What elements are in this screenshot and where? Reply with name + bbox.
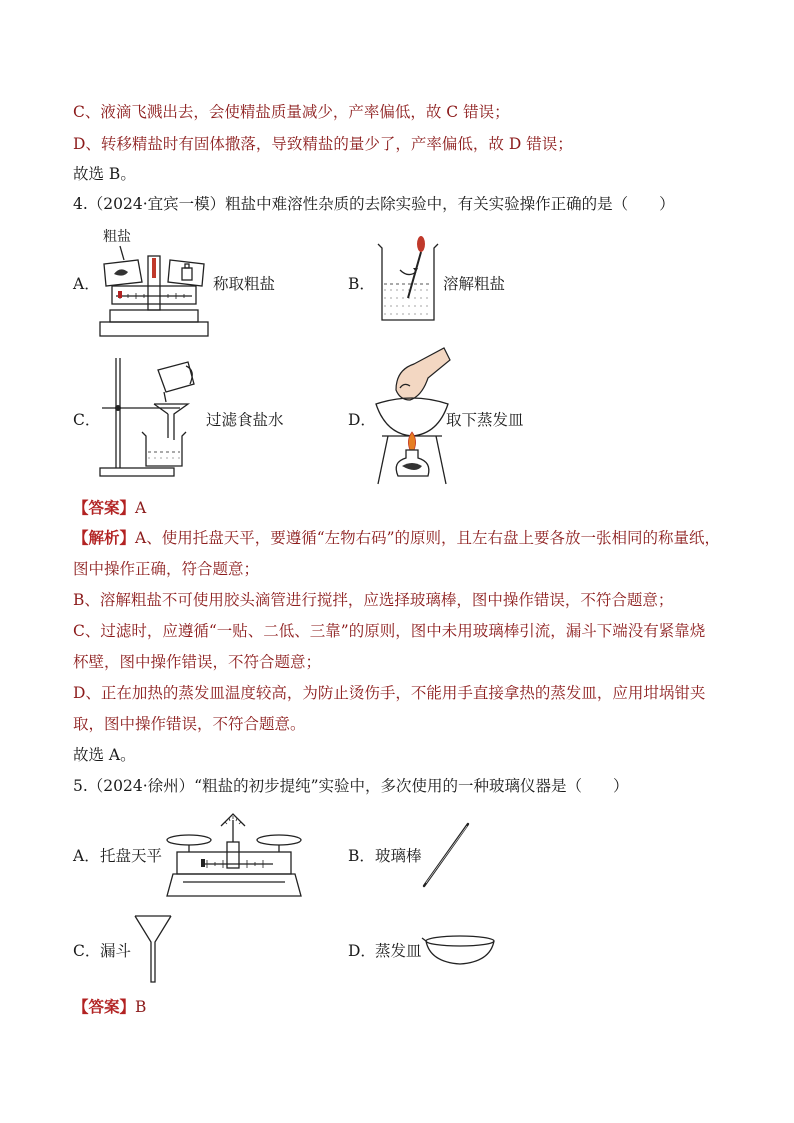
q5-option-d-letter: D． (348, 942, 376, 960)
q5-answer: 【答案】B (73, 997, 147, 1016)
q5-option-a-label: 托盘天平 (100, 847, 163, 865)
q4-analysis-line-2: 图中操作正确，符合题意； (73, 560, 260, 578)
q4-choose: 故选 A。 (73, 746, 136, 764)
q5-option-b-letter: B． (348, 847, 375, 865)
q4-option-c-letter: C． (73, 411, 101, 429)
q4-option-b-caption: 溶解粗盐 (443, 275, 506, 293)
q5-option-c-label: 漏斗 (100, 942, 132, 960)
prev-analysis-c: C、液滴飞溅出去，会使精盐质量减少，产率偏低，故 C 错误； (73, 103, 510, 121)
q4-analysis-line-5: 杯壁，图中操作错误，不符合题意； (73, 653, 322, 671)
q4-option-a-figure-label: 粗盐 (103, 229, 131, 245)
q4-option-d-letter: D． (348, 411, 376, 429)
funnel-icon (133, 914, 173, 984)
q4-analysis-line-7: 取，图中操作错误，不符合题意。 (73, 715, 306, 733)
q4-option-c-caption: 过滤食盐水 (206, 411, 284, 429)
q5-option-c-letter: C． (73, 942, 101, 960)
q4-answer: 【答案】A (73, 498, 147, 517)
q4-option-a-caption: 称取粗盐 (213, 275, 276, 293)
balance-weighing-icon (98, 230, 210, 338)
q5-option-b-label: 玻璃棒 (375, 847, 422, 865)
q4-stem: 4.（2024·宜宾一模）粗盐中难溶性杂质的去除实验中，有关实验操作正确的是（ ） (73, 195, 675, 213)
q4-analysis-line-1: 【解析】A、使用托盘天平，要遵循“左物右码”的原则，且左右盘上要各放一张相同的称量纸， (73, 528, 721, 547)
beaker-dropper-icon (376, 236, 438, 324)
q5-stem: 5.（2024·徐州）“粗盐的初步提纯”实验中，多次使用的一种玻璃仪器是（ ） (73, 777, 629, 795)
q4-option-a-letter: A． (73, 275, 100, 293)
q5-option-a-letter: A． (73, 847, 100, 865)
prev-choose: 故选 B。 (73, 165, 136, 183)
q4-analysis-line-6: D、正在加热的蒸发皿温度较高，为防止烫伤手，不能用手直接拿热的蒸发皿，应用坩埚钳夹 (73, 684, 706, 702)
q5-option-d-label: 蒸发皿 (375, 942, 422, 960)
q4-analysis-line-3: B、溶解粗盐不可使用胶头滴管进行搅拌，应选择玻璃棒，图中操作错误，不符合题意； (73, 591, 674, 609)
prev-analysis-d: D、转移精盐时有固体撒落，导致精盐的量少了，产率偏低，故 D 错误； (73, 135, 573, 153)
filtration-setup-icon (98, 356, 206, 478)
q4-option-b-letter: B． (348, 275, 375, 293)
evaporating-dish-icon (424, 934, 496, 966)
evaporating-dish-hand-icon (374, 346, 450, 486)
glass-rod-icon (422, 822, 470, 888)
tray-balance-icon (163, 812, 305, 898)
q4-analysis-line-4: C、过滤时，应遵循“一贴、二低、三靠”的原则，图中未用玻璃棒引流，漏斗下端没有紧靠烧 (73, 622, 706, 640)
q4-option-d-caption: 取下蒸发皿 (446, 411, 524, 429)
